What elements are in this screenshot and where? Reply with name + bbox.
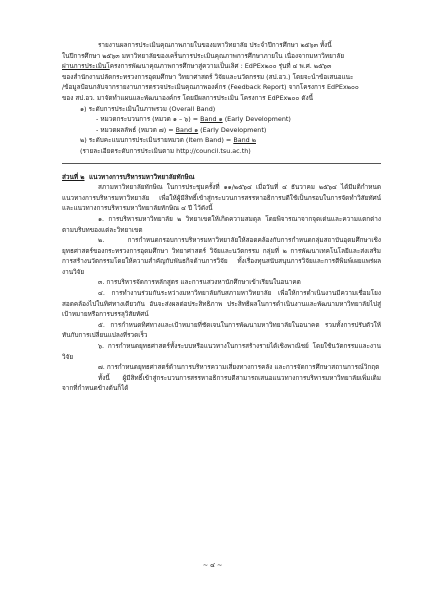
process-band-prefix: - หมวดกระบวนการ (หมวด ๑ – ๖) = xyxy=(96,115,201,124)
section-title: แนวทางการบริหารมหาวิทยาลัยทักษิณ xyxy=(88,172,195,181)
guideline-list xyxy=(62,214,381,373)
result-band-prefix: - หมวดผลลัพธ์ (หมวด ๗) = xyxy=(96,125,176,134)
result-band-suffix: (Early Development) xyxy=(198,125,267,134)
overall-band-label: ๑) ระดับการประเมินในภาพรวม (Overall Band) xyxy=(80,104,216,113)
intro-line-4: ของสำนักงานปลัดกระทรวงการอุดมศึกษา วิทยาศาสตร์ วิจัยและนวัตกรรม (สป.อว.) โดยจะนำข้อเสนอแนะ xyxy=(62,72,354,81)
result-band-value: Band ๑ xyxy=(175,125,199,134)
guideline-item-3: ๓. การบริหารจัดการหลักสูตร และการแสวงหานักศึกษาเข้าเรียนในอนาคต xyxy=(98,278,301,287)
intro-line-3-underlined: ผ่านการประเมินโ xyxy=(62,62,110,71)
body-paragraph-1: สภามหาวิทยาลัยทักษิณ ในการประชุมครั้งที่ ๑๑/๒๕๖๔ เมื่อวันที่ ๔ ธันวาคม ๒๕๖๔ ได้มีมติกำหนดแนวทางการบริหารมหาวิทยาลัย เพื่อให้ผู้มีสิทธิ์เข้าสู่กระบวนการสรรหาอธิการบดีใช้เป็นกรอบในการจัดทำวิสัยทัศน์และแนวทางการบริหารมหาวิทยาลัยทักษิณ ๔ ปี ไว้ดังนี้ xyxy=(62,183,381,213)
item-band-value: Band ๒ xyxy=(233,136,256,145)
intro-line-6: ของ สป.อว. มาจัดทำแผนและพัฒนาองค์กร โดยมีผลการประเมิน โครงการ EdPEx๒๐๐ ดังนี้ xyxy=(62,93,313,102)
guideline-item-1: ๑. การบริหารมหาวิทยาลัย ๒ วิทยาเขตให้เกิดความสมดุล โดยพิจารณาจากจุดเด่นและความแตกต่างตามบริบทของแต่ละวิทยาเขต xyxy=(62,214,381,234)
site-note: (รายละเอียดระดับการประเมินตาม http://council.tsu.ac.th) xyxy=(80,146,251,155)
item-band-row xyxy=(62,135,381,146)
item-band-label: ๒) ระดับคะแนนการประเมินรายหมวด (Item Band) = xyxy=(80,136,234,145)
section-number: ส่วนที่ ๒ xyxy=(62,172,85,181)
guideline-item-6: ๖. การกำหนดยุทธศาสตร์ทั้งระบบหรือแนวทางในการสร้างรายได้เชิงพาณิชย์ โดยใช้นวัตกรรมและงานวิจัย xyxy=(62,342,381,361)
result-band-row xyxy=(62,125,381,136)
page-number: ~ ๔ ~ xyxy=(202,561,223,569)
intro-line-2: ในปีการศึกษา ๒๕๖๓ มหาวิทยาลัยของเคร็นการประเมินคุณภาพการศึกษาภายใน เนื่องจากมหาวิทยาลัย xyxy=(62,51,345,60)
intro-line-3-rest: ครงการพัฒนาคุณภาพการศึกษาสู่ความเป็นเลิศ : EdPEx๒๐๐ รุ่นที่ ๔ พ.ศ. ๒๕๖๓ xyxy=(109,62,332,71)
intro-line-5: /ข้อมูลป้อนกลับจากรายงานการตรวจประเมินคุณภาพองค์กร (Feedback Report) จากโครงการ EdPEx๒๐๐ xyxy=(62,83,359,92)
section-heading xyxy=(62,172,381,183)
guideline-item-4: ๔. การทำงานร่วมกันระหว่างมหาวิทยาลัยกับสภามหาวิทยาลัย เพื่อให้การดำเนินงานมีความเชื่อมโยง สอดคล้องไปในทิศทางเดียวกัน อันจะส่งผลต่อประสิทธิภาพ ประสิทธิผลในการดำเนินงานและพัฒนามหาวิทยาลัยไปสู่เป้าหมายหรือการบรรลุวิสัยทัศน์ xyxy=(62,289,381,319)
process-band-value: Band ๑ xyxy=(200,115,223,124)
guideline-item-7: ๗. การกำหนดยุทธศาสตร์ด้านการบริหารความเสี่ยงทางการคลัง และการจัดการศึกษาสถานการณ์วิกฤต xyxy=(98,363,380,372)
intro-line-3 xyxy=(62,61,381,72)
intro-paragraph xyxy=(62,40,381,104)
section-divider xyxy=(62,163,381,164)
process-band-row xyxy=(62,114,381,125)
intro-line-1: รายงานผลการประเมินคุณภาพภายในของมหาวิทยาลัย ประจำปีการศึกษา ๒๕๖๓ ทั้งนี้ xyxy=(98,41,332,49)
guideline-item-2: ๒. การกำหนดกรอบการบริหารมหาวิทยาลัยให้สอดคล้องกับการกำหนดกลุ่มสถาบันอุดมศึกษาเชิงยุทธศาสตร์ของกระทรวงการอุดมศึกษา วิทยาศาสตร์ วิจัยและนวัตกรรม กลุ่มที่ ๒ การพัฒนาเทคโนโลยีและส่งเสริมการสร้างนวัตกรรมโดยให้ความสำคัญกับพันธกิจด้านการวิจัย ทั้งเรื่องทุนสนับสนุนการวิจัยและการตีพิมพ์เผยแพร่ผลงานวิจัย xyxy=(62,236,381,276)
process-band-suffix: (Early Development) xyxy=(222,115,291,124)
guideline-item-5: ๕. การกำหนดทิศทางและเป้าหมายที่ชัดเจนในการพัฒนามหาวิทยาลัยในอนาคต รวมทั้งการปรับตัวให้ทันกับการเปลี่ยนแปลงที่รวดเร็ว xyxy=(62,320,381,340)
closing-paragraph: ทั้งนี้ ผู้มีสิทธิ์เข้าสู่กระบวนการสรรหาอธิการบดีสามารถเสนอแนวทางการบริหารมหาวิทยาลัยเพิ่มเติมจากที่กำหนดข้างต้นก็ได้ xyxy=(62,373,381,393)
